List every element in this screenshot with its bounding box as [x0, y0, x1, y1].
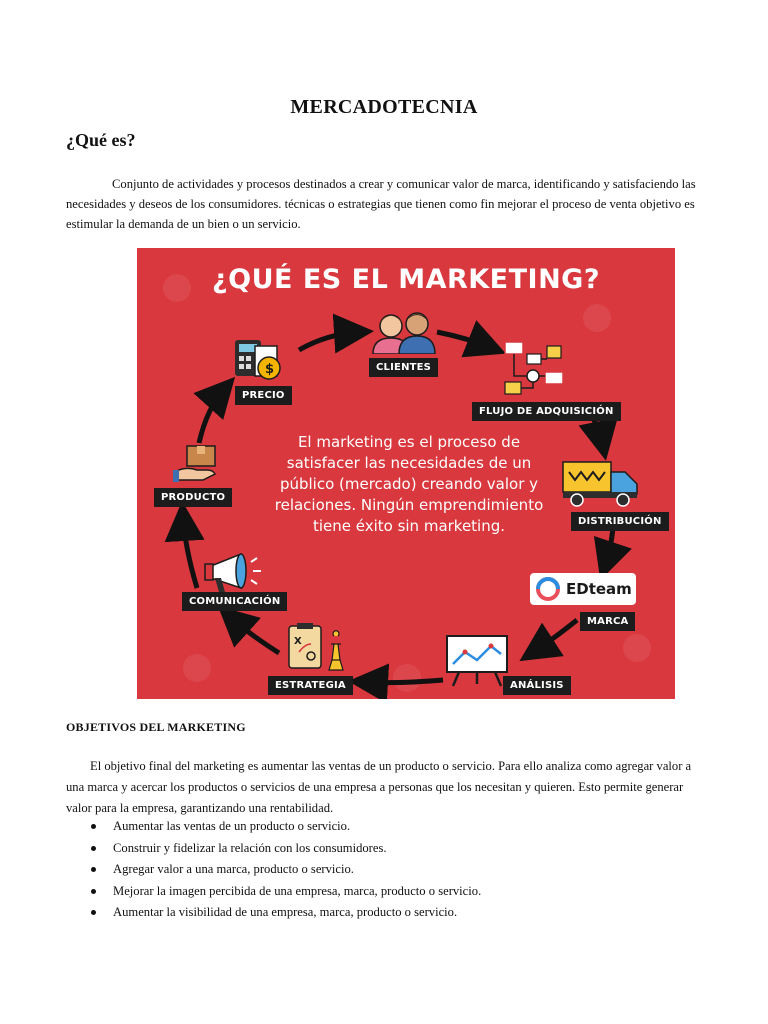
customers-icon	[369, 310, 441, 354]
list-item: Aumentar las ventas de un producto o servicio.	[88, 816, 481, 838]
analysis-chart-icon	[445, 634, 509, 688]
strategy-board-icon	[285, 622, 347, 672]
edteam-logo-text: EDteam	[566, 580, 632, 598]
section-heading: ¿Qué es?	[66, 130, 136, 150]
infographic-center-text: El marketing es el proceso de satisfacer las necesidades de un público (mercado) creando valor y relaciones. Ningún emprendimiento tiene éxito sin marketing.	[274, 433, 544, 535]
label-analisis: ANÁLISIS	[503, 676, 571, 695]
label-producto: PRODUCTO	[154, 488, 232, 507]
list-item: Aumentar la visibilidad de una empresa, marca, producto o servicio.	[88, 902, 481, 924]
list-item: Mejorar la imagen percibida de una empresa, marca, producto o servicio.	[88, 881, 481, 903]
list-item: Construir y fidelizar la relación con los consumidores.	[88, 838, 481, 860]
intro-paragraph: Conjunto de actividades y procesos destinados a crear y comunicar valor de marca, identificando y satisfaciendo las necesidades y deseos de los consumidores. técnicas o estrategias que tienen como fin mejorar el proceso de venta objetivo es estimular la demanda de un bien o un servicio.	[66, 177, 696, 231]
label-flujo-adquisicion: FLUJO DE ADQUISICIÓN	[472, 402, 621, 421]
label-estrategia: ESTRATEGIA	[268, 676, 353, 695]
acquisition-flow-icon	[503, 340, 567, 398]
label-distribucion: DISTRIBUCIÓN	[571, 512, 669, 531]
megaphone-icon	[203, 550, 263, 594]
marketing-infographic	[137, 248, 675, 699]
label-precio: PRECIO	[235, 386, 292, 405]
price-icon	[233, 338, 285, 382]
edteam-logo	[530, 573, 636, 605]
list-item: Agregar valor a una marca, producto o servicio.	[88, 859, 481, 881]
product-box-icon	[173, 444, 219, 484]
delivery-truck-icon	[561, 458, 641, 508]
label-clientes: CLIENTES	[369, 358, 438, 377]
label-marca: MARCA	[580, 612, 635, 631]
objectives-heading: OBJETIVOS DEL MARKETING	[66, 720, 246, 734]
objectives-list	[88, 816, 481, 924]
edteam-logo-icon	[536, 577, 562, 601]
svg-text:X: X	[294, 636, 302, 647]
svg-text:$: $	[265, 362, 275, 377]
page-title: MERCADOTECNIA	[290, 96, 478, 118]
label-comunicacion: COMUNICACIÓN	[182, 592, 287, 611]
infographic-title: ¿QUÉ ES EL MARKETING?	[211, 264, 601, 295]
objectives-paragraph: El objetivo final del marketing es aumentar las ventas de un producto o servicio. Para ello analiza como agregar valor a una marca y acercar los productos o servicios de una empresa a personas que los necesitan y quieren. Esto permite generar valor para la empresa, garantizando una rentabilidad.	[66, 759, 692, 815]
